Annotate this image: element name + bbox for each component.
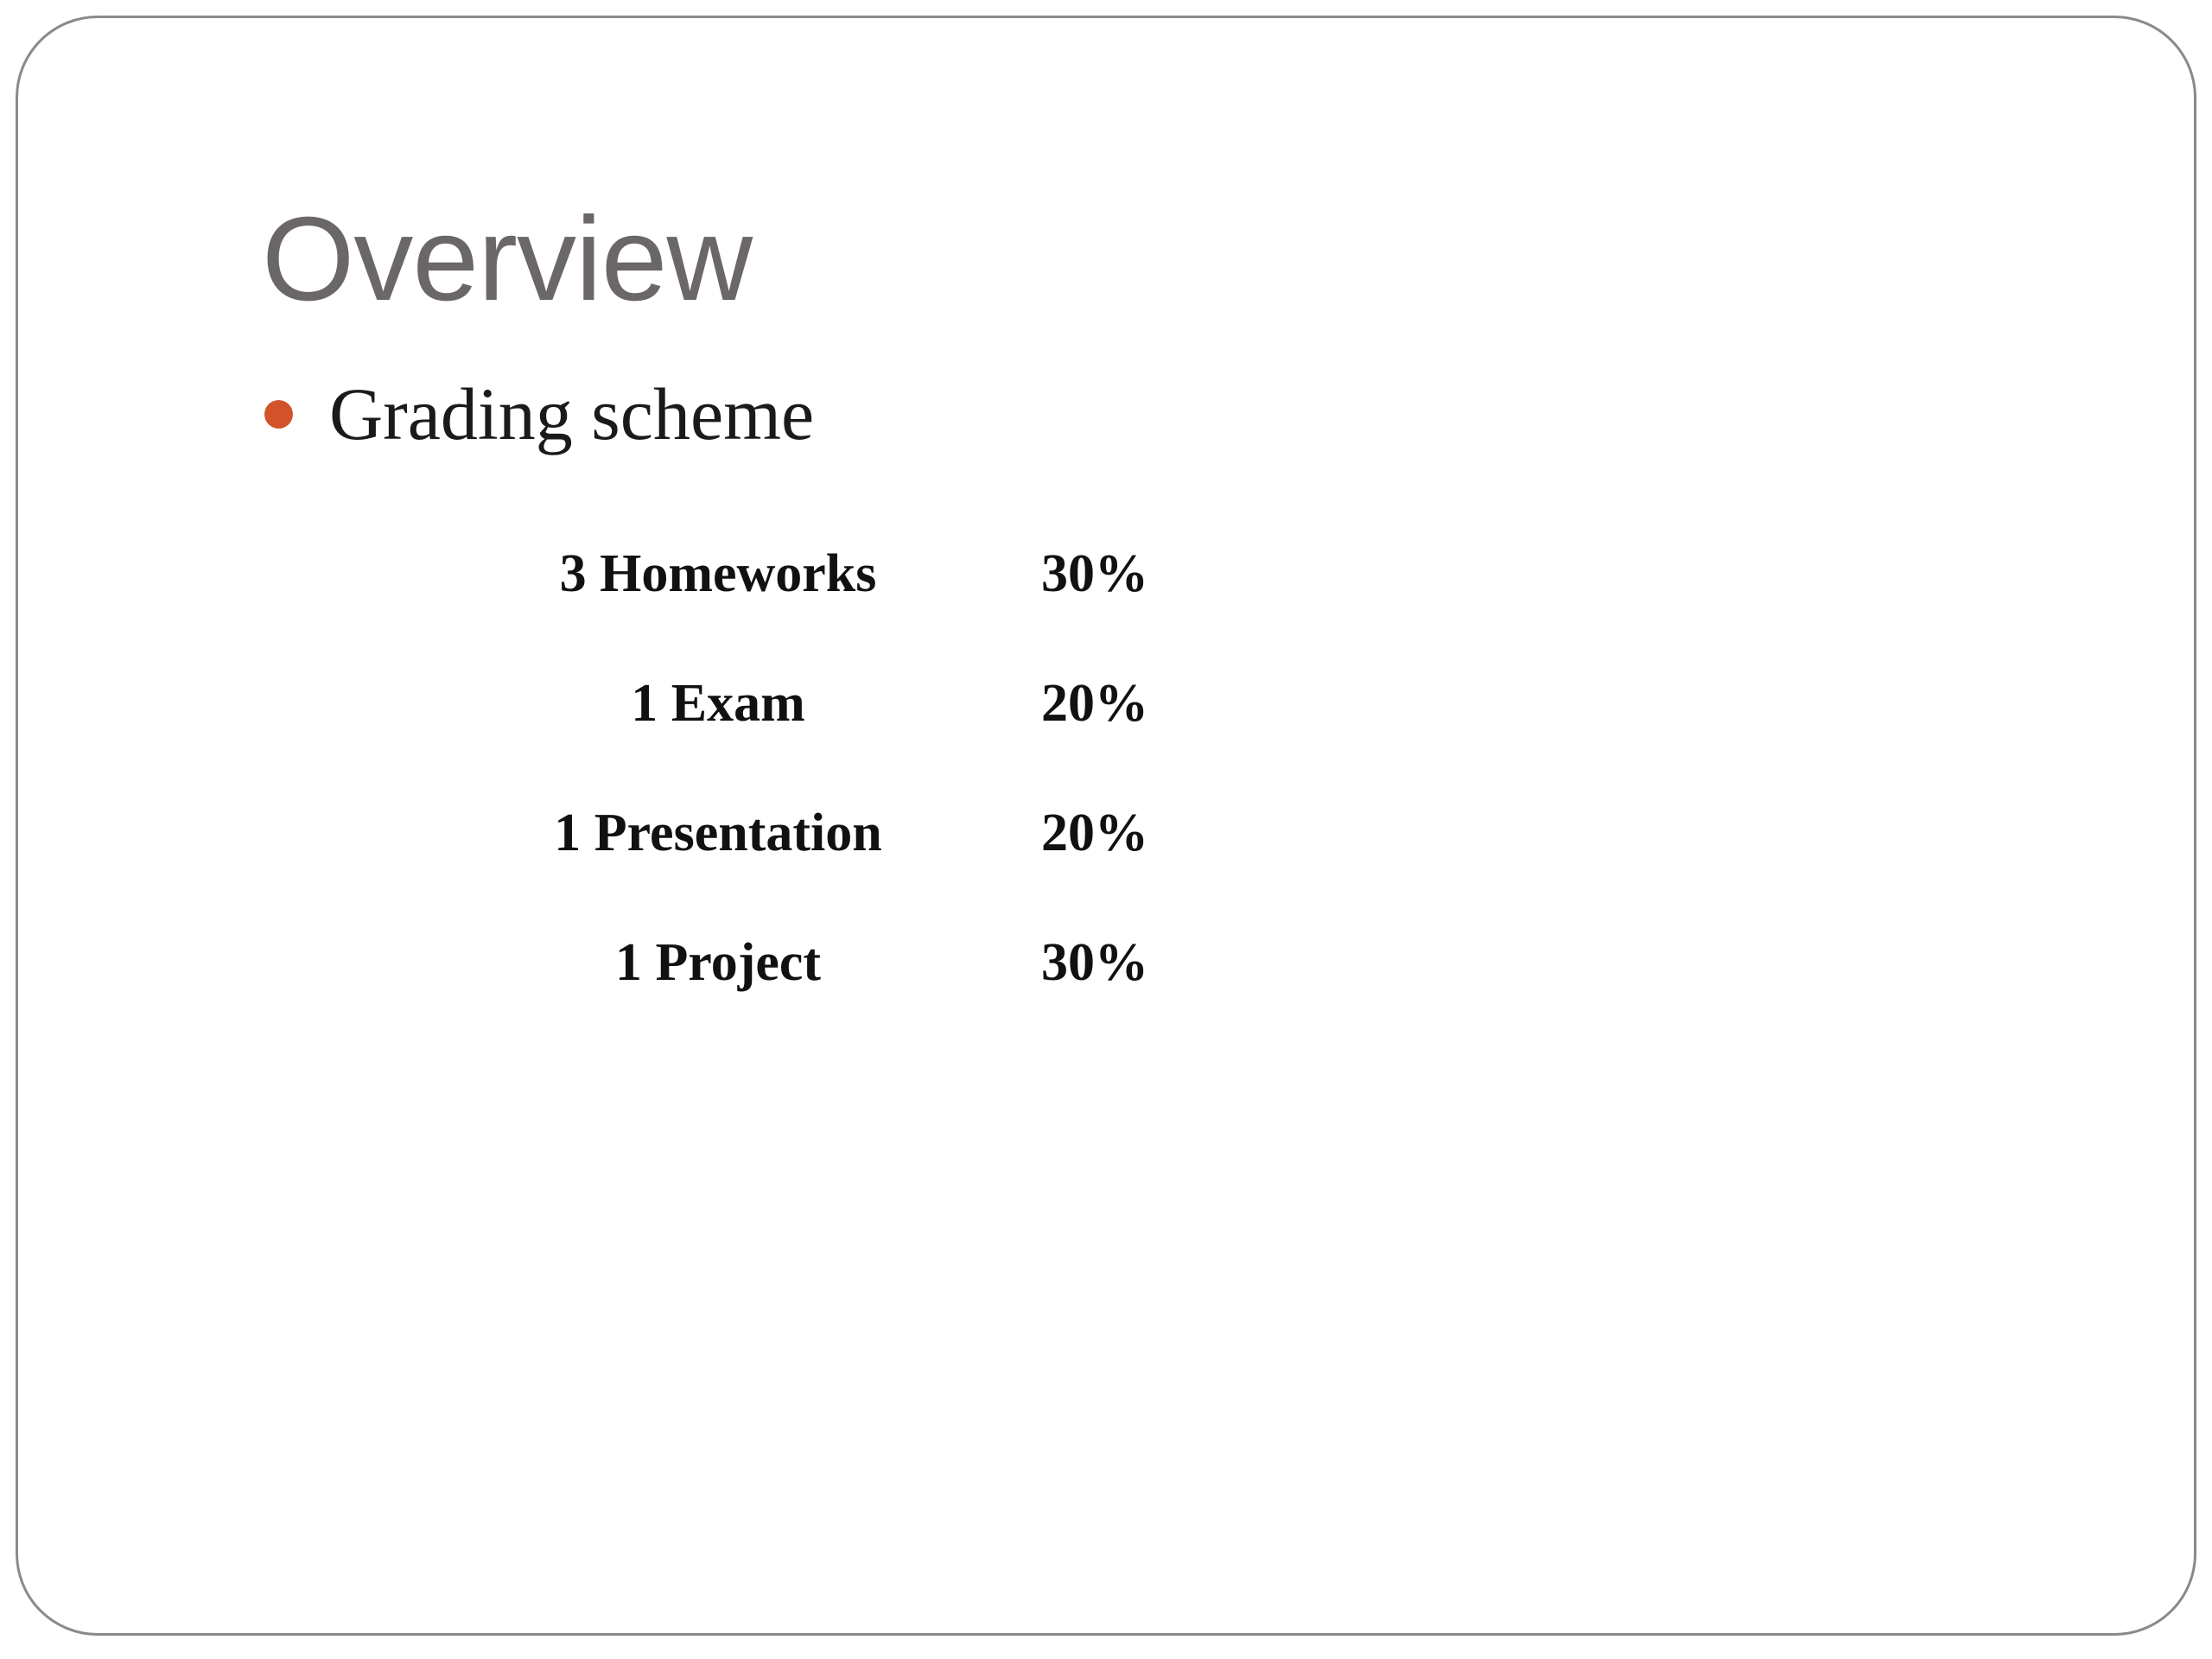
grading-weight: 30% [1041, 933, 1148, 992]
table-row [502, 768, 1266, 898]
table-row [502, 509, 1266, 639]
grading-item: 1 Exam [631, 674, 805, 733]
slide-frame [16, 16, 2196, 1636]
table-row [502, 898, 1266, 1027]
grading-item: 1 Presentation [554, 804, 882, 862]
grading-item: 3 Homeworks [559, 544, 877, 603]
grading-weight: 20% [1041, 804, 1148, 862]
slide-title: Overview [262, 193, 753, 326]
grading-weight: 30% [1041, 544, 1148, 603]
grading-table [502, 509, 1266, 1027]
bullet-dot-icon [264, 400, 293, 429]
grading-weight: 20% [1041, 674, 1148, 733]
bullet-item [264, 371, 814, 457]
grading-item: 1 Project [614, 933, 822, 992]
table-row [502, 639, 1266, 768]
bullet-text: Grading scheme [329, 372, 815, 455]
